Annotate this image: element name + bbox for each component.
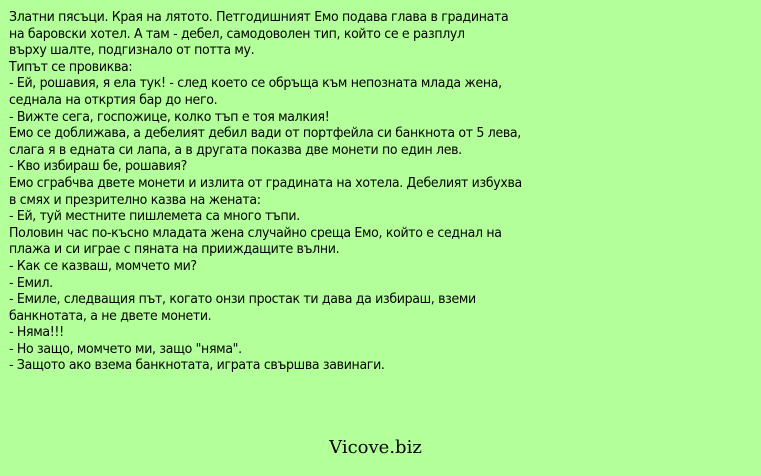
joke-line: Емо сграбчва двете монети и излита от градината на хотела. Дебелият избухва [9,174,522,191]
joke-line: - Ей, туй местните пишлемета са много тъпи. [9,208,300,225]
joke-line: - Но защо, момчето ми, защо "няма". [9,340,242,357]
joke-text [9,9,702,374]
joke-line: - Емиле, следващия път, когато онзи простак ти дава да избираш, вземи [9,291,476,308]
joke-line: в смях и презрително казва на жената: [9,191,261,208]
joke-line: Емо се доближава, а дебелият дебил вади от портфейла си банкнота от 5 лева, [9,125,521,142]
joke-line: банкнотата, а не двете монети. [9,307,212,324]
joke-line: на баровски хотел. А там - дебел, самодоволен тип, който се е разплул [9,25,465,42]
joke-line: - Емил. [9,274,53,291]
site-watermark [0,437,761,458]
joke-line: - Как се казваш, момчето ми? [9,257,197,274]
joke-line: плажа и си играе с пяната на прииждащите вълни. [9,241,340,258]
joke-line: - Ей, рошавия, я ела тук! - след което се обръща към непозната млада жена, [9,75,502,92]
joke-line: - Кво избираш бе, рошавия? [9,158,187,175]
joke-line: - Няма!!! [9,324,64,341]
joke-line: върху шалте, подгизнало от потта му. [9,42,255,59]
joke-line: - Защото ако взема банкнотата, играта свършва завинаги. [9,357,385,374]
joke-line: Половин час по-късно младата жена случайно среща Емо, който е седнал на [9,224,502,241]
joke-line: - Вижте сега, госпожице, колко тъп е тоя малкия! [9,108,330,125]
joke-line: седнала на откртия бар до него. [9,91,218,108]
joke-line: Типът се провиква: [9,58,133,75]
joke-line: слага я в едната си лапа, а в другата показва две монети по един лев. [9,141,462,158]
joke-line: Златни пясъци. Края на лятото. Петгодишният Емо подава глава в градината [9,9,509,25]
site-name: Vicove.biz [329,437,422,458]
